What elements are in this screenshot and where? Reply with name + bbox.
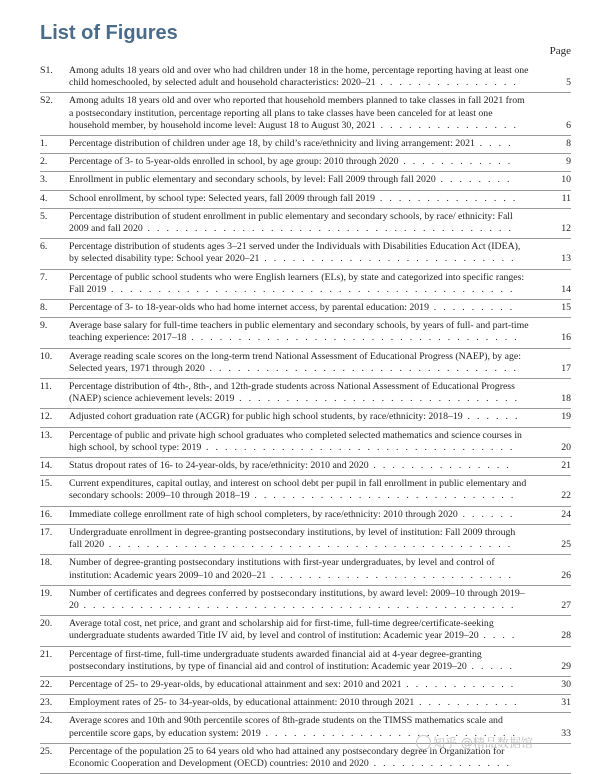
figure-title-text: Percentage distribution of students ages 3–21 served under the Individuals with Disabilities Education Act (IDEA), by selected disability type: School year 2020–21 <box>69 241 521 265</box>
figure-title-text: Average base salary for full-time teachers in public elementary and secondary schools, by years of full- and part-time teaching experience: 2017–18 <box>69 320 529 344</box>
figure-title-text: Percentage of 25- to 29-year-olds, by educational attainment and sex: 2010 and 2021 <box>69 678 402 690</box>
figure-number: 11. <box>40 381 52 393</box>
figure-page-number: 26 <box>561 569 571 581</box>
figure-title <box>69 527 530 551</box>
dot-leader: . . . . . . . . . . . . <box>401 678 516 690</box>
dot-leader: . . . . . . . . . . . . . . . <box>368 460 512 472</box>
figure-title-text: Enrollment in public elementary and secondary schools, by level: Fall 2009 through fall 2020 <box>69 174 436 186</box>
dot-leader: . . . . . . . . . . . . . . . <box>375 119 519 131</box>
figure-title-text: Percentage distribution of student enrollment in public elementary and secondary schools, by race/ ethnicity: Fall 2009 and fall 2020 <box>69 210 513 235</box>
figure-title <box>69 411 530 423</box>
figure-number: 23. <box>40 697 53 709</box>
dot-leader: . . . . . . . . . . . . . . . . . . . . . . . . . . . . . . . . . . . . . . . <box>142 223 514 235</box>
figure-title-text: Percentage distribution of 4th-, 8th-, and 12th-grade students across National Assessment of Educational Progress (NAEP) science achievement levels: 2019 <box>69 381 515 405</box>
figure-page-number: 12 <box>561 223 571 235</box>
figure-page-number: 19 <box>561 411 571 423</box>
figure-title <box>69 697 530 709</box>
figure-entry[interactable] <box>40 93 571 136</box>
figure-title <box>69 174 530 186</box>
figure-page-number: 13 <box>561 253 571 265</box>
page-column-header: Page <box>549 45 571 57</box>
figure-entry[interactable] <box>40 154 571 172</box>
figure-title <box>69 679 530 691</box>
figure-number: 25. <box>40 745 53 757</box>
figure-number: 12. <box>40 411 53 423</box>
figure-page-number: 24 <box>561 508 571 520</box>
figure-page-number: 15 <box>561 302 571 314</box>
figure-title <box>69 588 530 612</box>
dot-leader: . . . . . . . . . . . . . . . <box>368 757 512 769</box>
figure-title-text: Percentage of first-time, full-time undergraduate students awarded financial aid at 4-year degree-granting postsecondary institutions, by type of financial aid and control of institution: Academic year 2019–20 <box>69 648 482 672</box>
figure-title <box>69 649 530 673</box>
figure-entry[interactable] <box>40 428 571 458</box>
figure-page-number: 8 <box>566 138 571 150</box>
figure-number: 20. <box>40 618 53 630</box>
figure-page-number: 25 <box>561 539 571 551</box>
figure-title-text: Immediate college enrollment rate of high school completers, by race/ethnicity: 2010 through 2020 <box>69 508 458 520</box>
figure-title <box>69 509 530 521</box>
dot-leader: . . . . . . . . . <box>428 302 515 314</box>
figure-title <box>69 381 530 405</box>
dot-leader: . . . . . . . . . . . . . . . . . . . . . . . . . . . . . . . . . . . . . . . . . . . . . . <box>78 599 516 611</box>
figure-title-text: Percentage of public and private high school graduates who completed selected mathematics and science courses in high school, by school type: 2019 <box>69 429 522 453</box>
dot-leader: . . . . . . . . . . . . . . . <box>375 192 518 204</box>
dot-leader: . . . . . . . . . . . . . . . . . . . . . . . . . . . . . . . . . <box>204 362 519 374</box>
page-title: List of Figures <box>40 22 178 44</box>
figure-title <box>69 138 530 150</box>
figure-entry[interactable] <box>40 379 571 409</box>
dot-leader: . . . . . . <box>462 411 520 423</box>
figure-title-text: Percentage distribution of children under age 18, by child’s race/ethnicity and living arrangement: 2021 <box>69 138 475 150</box>
figure-title-text: Average total cost, net price, and grant and scholarship aid for first-time, full-time degree/certificate-seeking undergraduate students awarded Title IV aid, by level and control of institution: Academic year 2019–20 <box>69 618 494 642</box>
figure-number: 16. <box>40 508 53 520</box>
figure-title-text: Percentage of public school students who were English learners (ELs), by state and categorized into specific ranges: Fall 2019 <box>69 271 525 295</box>
dot-leader: . . . . . . . . . . . . . . . . . . . . . . . . . . . <box>259 253 516 265</box>
dot-leader: . . . . . . . . . . . . . . . . . . . . . . . . . . . . . . <box>234 393 520 405</box>
dot-leader: . . . . <box>474 138 513 150</box>
figure-page-number: 27 <box>561 599 571 611</box>
figure-number: 18. <box>40 557 53 569</box>
figure-number: 2. <box>40 156 48 168</box>
figure-entry[interactable] <box>40 616 571 646</box>
dot-leader: . . . . . . . . <box>435 174 512 186</box>
figure-entry[interactable] <box>40 677 571 695</box>
figure-number: 3. <box>40 174 48 186</box>
figure-entry[interactable] <box>40 476 571 506</box>
figure-entry[interactable] <box>40 349 571 379</box>
figure-title-text: Average reading scale scores on the long-term trend National Assessment of Educational Progress (NAEP), by age: Selected years, 1971 through 2020 <box>69 350 521 374</box>
figure-title-text: Among adults 18 years old and over who had children under 18 in the home, percentage reporting having at least one child homeschooled, by selected adult and household characteristics: 2020–21 <box>69 65 529 89</box>
figure-title <box>69 241 530 265</box>
figure-page-number: 10 <box>561 174 571 186</box>
figure-number: 14. <box>40 460 53 472</box>
figure-number: 8. <box>40 302 48 314</box>
figure-title-text: Percentage of the population 25 to 64 years old who had attained any postsecondary degree in Organization for Economic Cooperation and Development (OECD) countries: 2010 and 2020 <box>69 745 505 769</box>
figure-page-number: 11 <box>561 192 571 204</box>
figure-number: 1. <box>40 138 48 150</box>
figure-title-text: Number of certificates and degrees conferred by postsecondary institutions, by award level: 2009–10 through 2019–20 <box>69 587 525 611</box>
figure-page-number: 16 <box>561 332 571 344</box>
figure-page-number: 5 <box>566 77 571 89</box>
figure-title <box>69 557 530 581</box>
figure-page-number: 33 <box>561 727 571 739</box>
figure-page-number: 20 <box>561 441 571 453</box>
figure-entry[interactable] <box>40 63 571 93</box>
figure-entry[interactable] <box>40 136 571 154</box>
figure-entry[interactable] <box>40 239 571 269</box>
figure-entry[interactable] <box>40 695 571 713</box>
dot-leader: . . . . . . . . . . . . <box>398 156 513 168</box>
figure-page-number: 18 <box>561 393 571 405</box>
dot-leader: . . . . . . . . . . . . . . . . . . . . . . . . . . . . <box>249 490 516 502</box>
figure-number: 19. <box>40 587 53 599</box>
figure-title-text: Number of degree-granting postsecondary institutions with first-year undergraduates, by level and control of institution: Academic years 2009–10 and 2020–21 <box>69 557 495 581</box>
dot-leader: . . . . . <box>466 660 515 672</box>
figure-entry[interactable] <box>40 555 571 585</box>
figure-title <box>69 430 530 454</box>
dot-leader: . . . . . . . . . . . . . . . . . . . . . . . . . . . . . . . . . . . . . . . . . . . <box>104 539 513 551</box>
figure-page-number: 28 <box>561 630 571 642</box>
figure-page-number: 14 <box>561 283 571 295</box>
figure-title <box>69 272 530 296</box>
figure-title-text: Employment rates of 25- to 34-year-olds, by educational attainment: 2010 through 2021 <box>69 697 415 709</box>
figure-title <box>69 156 530 168</box>
figure-title-text: Status dropout rates of 16- to 24-year-olds, by race/ethnicity: 2010 and 2020 <box>69 460 369 472</box>
figure-number: 10. <box>40 350 53 362</box>
figure-title-text: Among adults 18 years old and over who reported that household members planned to take classes in fall 2021 from a postsecondary institution, percentage reporting all plans to take classes have been canceled for at least one household member, by household income level: August 18 to August 30, 2021 <box>69 95 525 131</box>
figure-entry[interactable] <box>40 270 571 300</box>
figure-number: 22. <box>40 678 53 690</box>
figure-title <box>69 351 530 375</box>
zhihu-logo-icon <box>416 735 431 750</box>
figure-title <box>69 65 530 89</box>
figure-page-number: 9 <box>566 156 571 168</box>
watermark-text: 知乎 @精品数据馆 <box>433 736 533 750</box>
figure-title-text: Average scores and 10th and 90th percentile scores of 8th-grade students on the TIMSS mathematics scale and percentile score gaps, by education system: 2019 <box>69 715 503 739</box>
figure-number: 9. <box>40 320 48 332</box>
figure-title-text: School enrollment, by school type: Selected years, fall 2009 through fall 2019 <box>69 192 376 204</box>
figure-entry[interactable] <box>40 507 571 525</box>
figure-entry[interactable] <box>40 647 571 677</box>
dot-leader: . . . . . . . . . . . . . . . . . . . . . . . . . . . . . . . . . <box>201 441 515 453</box>
figure-title-text: Undergraduate enrollment in degree-granting postsecondary institutions, by level of institution: Fall 2009 through fall 2020 <box>69 526 516 551</box>
figure-title <box>69 460 530 472</box>
figure-page-number: 21 <box>561 460 571 472</box>
figure-title <box>69 302 530 314</box>
dot-leader: . . . . . . . . . . . . . . . <box>375 77 519 89</box>
dot-leader: . . . . . . . . . . . <box>414 697 519 709</box>
figure-entry[interactable] <box>40 318 571 348</box>
figure-number: 4. <box>40 192 48 204</box>
figure-title-text: Adjusted cohort graduation rate (ACGR) for public high school students, by race/ethnicity: 2018–19 <box>69 411 463 423</box>
figure-list <box>40 63 571 774</box>
figure-page-number: 17 <box>561 362 571 374</box>
figure-title <box>69 193 530 205</box>
dot-leader: . . . . <box>478 630 517 642</box>
figure-entry[interactable] <box>40 586 571 616</box>
dot-leader: . . . . . . . . . . . . . . . . . . . . . . . . . . . . . . . . . . . <box>186 332 519 344</box>
figure-entry[interactable] <box>40 209 571 239</box>
figure-entry[interactable] <box>40 525 571 555</box>
figure-title <box>69 95 530 132</box>
figure-number: 21. <box>40 648 53 660</box>
dot-leader: . . . . . . . . . . . . . . . . . . . . . . . . . . . <box>260 727 518 739</box>
figure-title-text: Percentage of 3- to 5-year-olds enrolled in school, by age group: 2010 through 2020 <box>69 156 399 168</box>
figure-page-number: 31 <box>561 697 571 709</box>
figure-title <box>69 211 530 235</box>
figure-title <box>69 478 530 502</box>
figure-page-number: 30 <box>561 678 571 690</box>
figure-entry[interactable] <box>40 300 571 318</box>
figure-number: 7. <box>40 271 48 283</box>
figure-number: S1. <box>40 65 53 76</box>
dot-leader: . . . . . . . . . . . . . . . . . . . . . . . . . . . . . . . . . . . . . . . . . . . <box>106 283 515 295</box>
figure-title <box>69 320 530 344</box>
figure-page-number: 29 <box>561 660 571 672</box>
figure-number: 17. <box>40 526 53 538</box>
figure-title <box>69 618 530 642</box>
figure-number: 6. <box>40 241 48 253</box>
figure-page-number: 22 <box>561 490 571 502</box>
figure-entry[interactable] <box>40 409 571 427</box>
dot-leader: . . . . . . <box>457 508 515 520</box>
figure-entry[interactable] <box>40 191 571 209</box>
figure-entry[interactable] <box>40 172 571 190</box>
figure-number: S2. <box>40 95 53 107</box>
figure-title-text: Percentage of 3- to 18-year-olds who had home internet access, by parental education: 2019 <box>69 302 429 314</box>
figure-number: 13. <box>40 429 53 441</box>
figure-number: 15. <box>40 478 53 490</box>
figure-title-text: Current expenditures, capital outlay, and interest on school debt per pupil in fall enrollment in public elementary and secondary schools: 2009–10 through 2018–19 <box>69 478 527 502</box>
figure-number: 24. <box>40 715 53 727</box>
dot-leader: . . . . . . . . . . . . . . . . . . . . . . . . . . <box>266 569 514 581</box>
figure-number: 5. <box>40 210 48 222</box>
watermark <box>416 734 533 751</box>
figure-page-number: 6 <box>566 119 571 131</box>
figure-entry[interactable] <box>40 458 571 476</box>
